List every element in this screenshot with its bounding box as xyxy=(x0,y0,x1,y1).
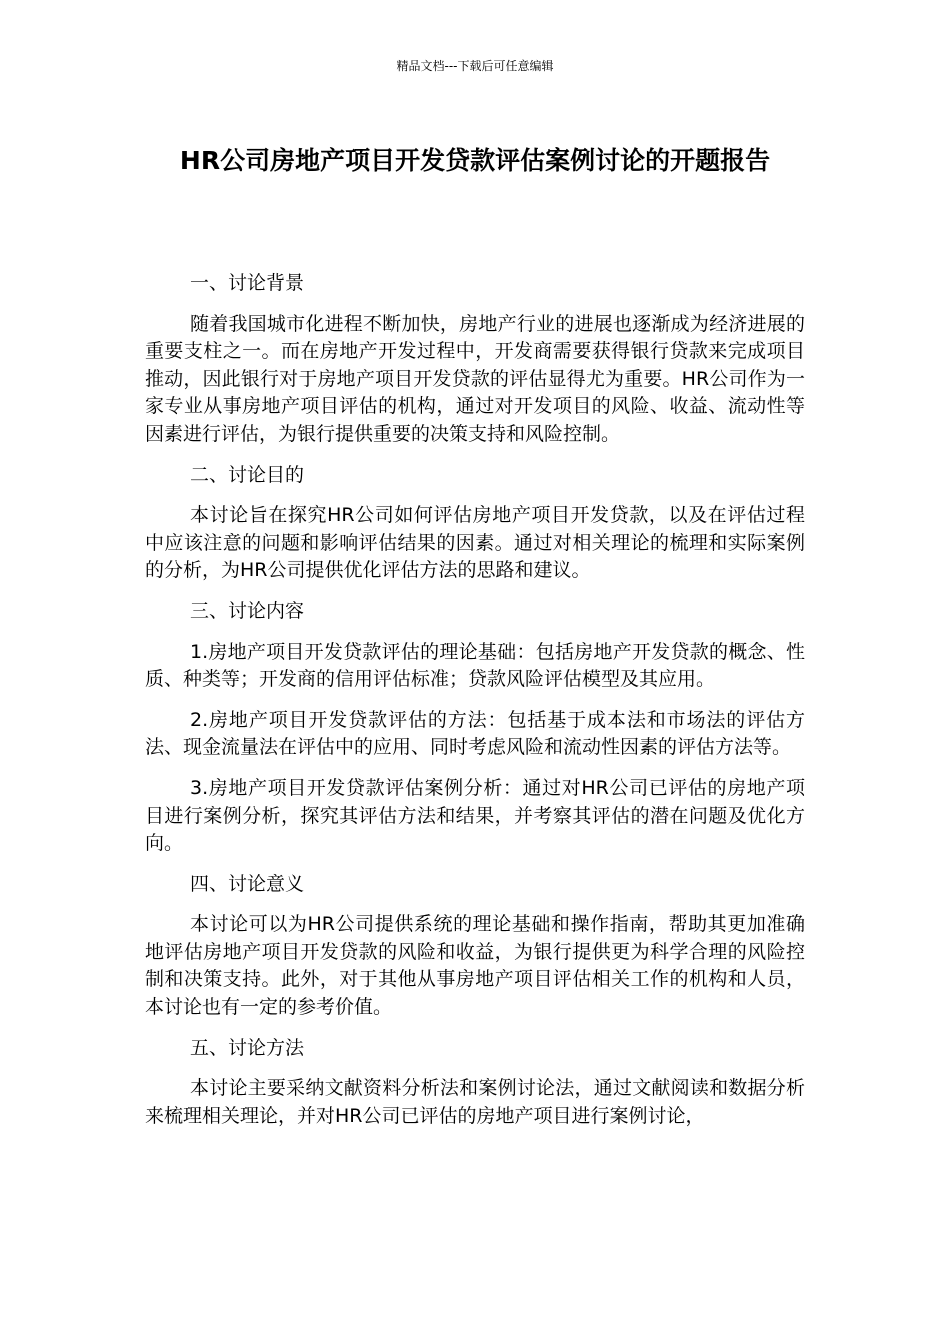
paragraph: 本讨论旨在探究HR公司如何评估房地产项目开发贷款，以及在评估过程中应该注意的问题和影响评估结果的因素。通过对相关理论的梳理和实际案例的分析，为HR公司提供优化评估方法的思路和建议。 xyxy=(145,504,805,582)
section-method xyxy=(145,1035,805,1131)
section-heading: 一、讨论背景 xyxy=(190,272,305,294)
document-title: HR公司房地产项目开发贷款评估案例讨论的开题报告 xyxy=(179,146,771,175)
section-heading: 三、讨论内容 xyxy=(190,599,305,622)
section-background xyxy=(145,270,805,449)
section-significance xyxy=(145,871,805,1022)
paragraph: 1.房地产项目开发贷款评估的理论基础：包括房地产开发贷款的概念、性质、种类等；开发商的信用评估标准；贷款风险评估模型及其应用。 xyxy=(145,640,805,691)
section-heading: 五、讨论方法 xyxy=(190,1036,305,1059)
section-heading: 四、讨论意义 xyxy=(190,872,305,895)
document-body xyxy=(145,270,805,1143)
header-note: 精品文档---下载后可任意编辑 xyxy=(396,59,554,73)
paragraph: 随着我国城市化进程不断加快，房地产行业的进展也逐渐成为经济进展的重要支柱之一。而在房地产开发过程中，开发商需要获得银行贷款来完成项目推动，因此银行对于房地产项目开发贷款的评估显得尤为重要。HR公司作为一家专业从事房地产项目评估的机构，通过对开发项目的风险、收益、流动性等因素进行评估，为银行提供重要的决策支持和风险控制。 xyxy=(145,312,805,445)
paragraph: 2.房地产项目开发贷款评估的方法：包括基于成本法和市场法的评估方法、现金流量法在评估中的应用、同时考虑风险和流动性因素的评估方法等。 xyxy=(145,708,805,759)
section-content xyxy=(145,598,805,858)
section-purpose xyxy=(145,462,805,585)
section-heading: 二、讨论目的 xyxy=(190,463,305,486)
paragraph: 本讨论可以为HR公司提供系统的理论基础和操作指南，帮助其更加准确地评估房地产项目开发贷款的风险和收益，为银行提供更为科学合理的风险控制和决策支持。此外，对于其他从事房地产项目评估相关工作的机构和人员，本讨论也有一定的参考价值。 xyxy=(145,913,805,1019)
paragraph: 3.房地产项目开发贷款评估案例分析：通过对HR公司已评估的房地产项目进行案例分析，探究其评估方法和结果，并考察其评估的潜在问题及优化方向。 xyxy=(145,776,805,855)
paragraph: 本讨论主要采纳文献资料分析法和案例讨论法，通过文献阅读和数据分析来梳理相关理论，并对HR公司已评估的房地产项目进行案例讨论， xyxy=(145,1077,805,1127)
